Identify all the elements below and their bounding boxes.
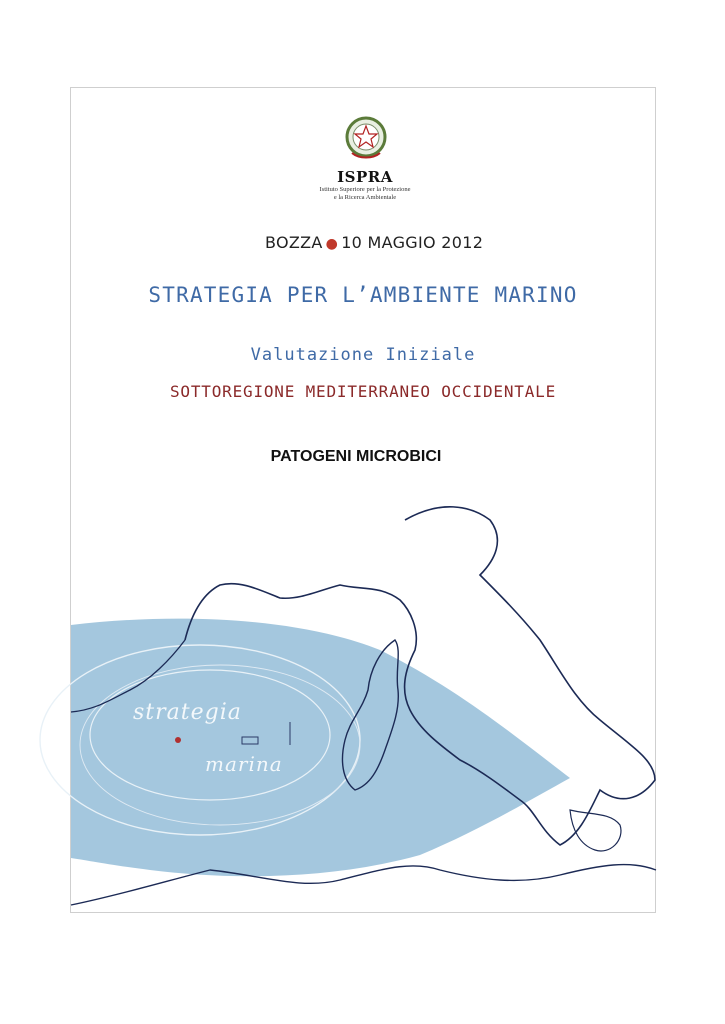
- draft-label: BOZZA: [265, 233, 323, 252]
- draft-line: [265, 233, 483, 252]
- topic-box: [190, 431, 522, 483]
- draft-date: 10 MAGGIO 2012: [341, 233, 484, 252]
- org-subtitle: [300, 186, 430, 202]
- logo-text-line2: marina: [205, 752, 283, 776]
- bullet-dot-icon: ●: [325, 236, 339, 252]
- org-subtitle-line1: Istituto Superiore per la Protezione: [319, 186, 411, 193]
- org-name: ISPRA: [337, 168, 393, 186]
- logo-text-line1: strategia: [133, 700, 242, 725]
- document-title: STRATEGIA PER L’AMBIENTE MARINO: [148, 283, 578, 307]
- topic-title: PATOGENI MICROBICI: [270, 448, 442, 465]
- republic-emblem-icon: [344, 115, 388, 163]
- subregion-title: SOTTOREGIONE MEDITERRANEO OCCIDENTALE: [169, 382, 556, 401]
- strategia-marina-logo: [125, 700, 325, 785]
- org-subtitle-line2: e la Ricerca Ambientale: [333, 194, 397, 201]
- document-subtitle: Valutazione Iniziale: [250, 345, 476, 365]
